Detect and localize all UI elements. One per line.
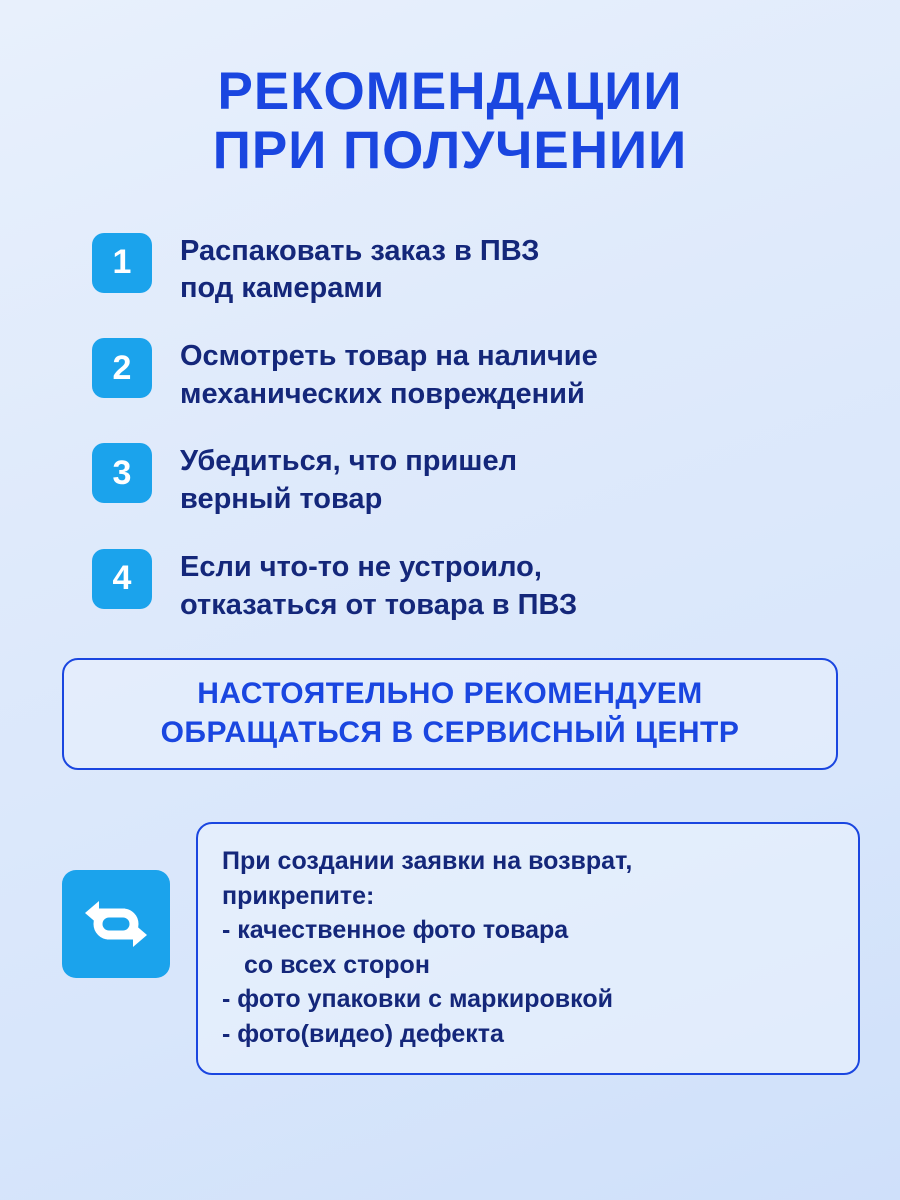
step-text-line-2: механических повреждений bbox=[180, 377, 585, 410]
step-number-badge: 1 bbox=[92, 233, 152, 293]
note-line-3: - качественное фото товара bbox=[222, 916, 569, 945]
note-line-6: - фото(видео) дефекта bbox=[222, 1019, 504, 1048]
step-text bbox=[180, 439, 517, 518]
steps-list bbox=[0, 229, 900, 625]
return-exchange-arrows-icon bbox=[62, 870, 170, 978]
step-text bbox=[180, 334, 598, 413]
note-line-4: со всех сторон bbox=[244, 950, 430, 979]
step-text-line-2: верный товар bbox=[180, 483, 383, 516]
note-line-2: прикрепите: bbox=[222, 881, 375, 910]
step-number-badge: 2 bbox=[92, 338, 152, 398]
step-text-line-1: Если что-то не устроило, bbox=[180, 550, 542, 583]
step-number-badge: 4 bbox=[92, 549, 152, 609]
step-text-line-1: Убедиться, что пришел bbox=[180, 445, 517, 478]
note-line-5: - фото упаковки с маркировкой bbox=[222, 985, 613, 1014]
list-item bbox=[92, 439, 860, 518]
note-line-1: При создании заявки на возврат, bbox=[222, 847, 633, 876]
step-text bbox=[180, 545, 577, 624]
list-item bbox=[92, 545, 860, 624]
return-instructions-block bbox=[0, 822, 900, 1075]
step-number-badge: 3 bbox=[92, 443, 152, 503]
page-title bbox=[0, 0, 900, 181]
banner-line-2: ОБРАЩАТЬСЯ В СЕРВИСНЫЙ ЦЕНТР bbox=[160, 716, 740, 750]
page-title-line-1: РЕКОМЕНДАЦИИ bbox=[217, 62, 683, 121]
step-text-line-1: Распаковать заказ в ПВЗ bbox=[180, 234, 540, 267]
page-title-line-2: ПРИ ПОЛУЧЕНИИ bbox=[212, 121, 688, 181]
step-text-line-2: под камерами bbox=[180, 272, 383, 305]
list-item bbox=[92, 229, 860, 308]
return-note bbox=[196, 822, 860, 1075]
banner-line-1: НАСТОЯТЕЛЬНО РЕКОМЕНДУЕМ bbox=[197, 677, 703, 711]
list-item bbox=[92, 334, 860, 413]
step-text bbox=[180, 229, 539, 308]
step-text-line-2: отказаться от товара в ПВЗ bbox=[180, 588, 578, 621]
service-center-banner bbox=[62, 658, 838, 770]
step-text-line-1: Осмотреть товар на наличие bbox=[180, 340, 598, 373]
